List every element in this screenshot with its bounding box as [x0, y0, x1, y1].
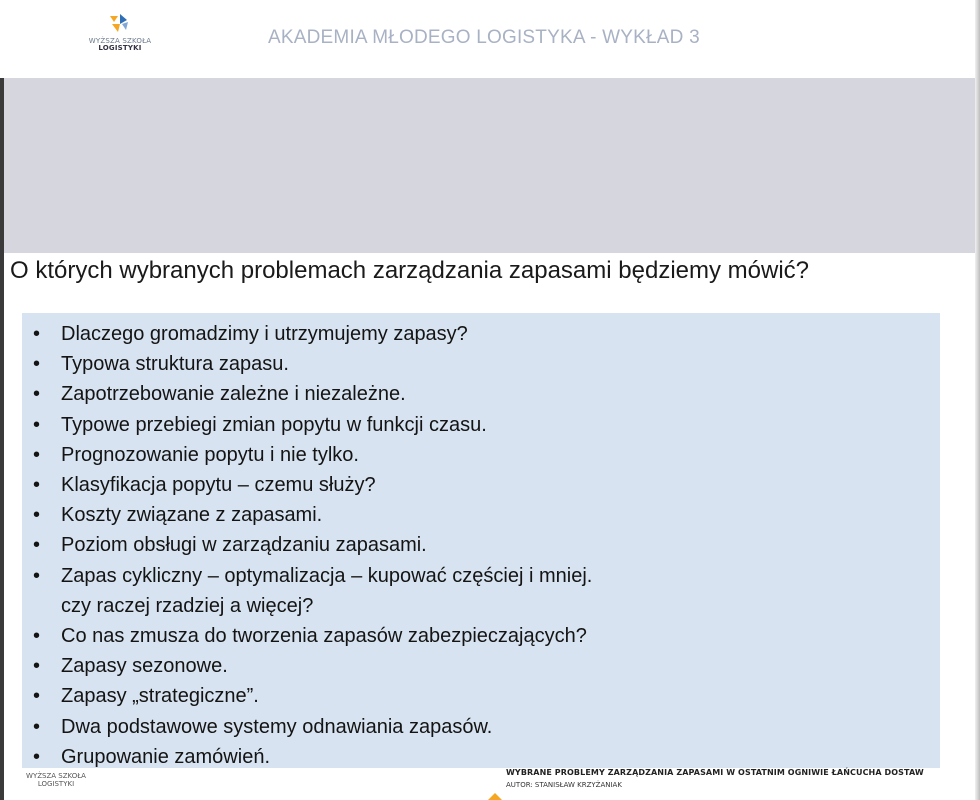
bullet-item — [30, 410, 940, 440]
bullet-dot-icon: • — [33, 353, 41, 376]
header-title: AKADEMIA MŁODEGO LOGISTYKA - WYKŁAD 3 — [268, 27, 700, 48]
bullet-dot-icon: • — [33, 655, 41, 678]
bullet-text: Grupowanie zamówień. — [61, 745, 270, 768]
footer-logo-mark-icon — [486, 790, 504, 800]
bullet-dot-icon: • — [33, 564, 41, 587]
bullet-dot-icon: • — [33, 413, 41, 436]
bullet-item — [30, 500, 940, 530]
bullet-list — [22, 313, 940, 772]
footer-author: AUTOR: STANISŁAW KRZYŻANIAK — [506, 781, 622, 789]
bullet-text: Klasyfikacja popytu – czemu służy? — [61, 474, 376, 497]
bullet-text: Zapasy sezonowe. — [61, 655, 228, 678]
bullet-text: Typowa struktura zapasu. — [61, 353, 289, 376]
bullet-text: czy raczej rzadziej a więcej? — [61, 594, 314, 617]
bullet-dot-icon: • — [33, 443, 41, 466]
bullet-item — [30, 621, 940, 651]
bullet-text: Zapas cykliczny – optymalizacja – kupować częściej i mniej. — [61, 564, 593, 587]
bullet-text: Koszty związane z zapasami. — [61, 504, 323, 527]
bullet-dot-icon: • — [33, 625, 41, 648]
slide-question: O których wybranych problemach zarządzania zapasami będziemy mówić? — [10, 257, 810, 284]
footer-logo-line-2: LOGISTYKI — [37, 780, 75, 788]
bullet-panel — [22, 313, 940, 768]
school-logo — [80, 12, 200, 64]
bullet-text: Dwa podstawowe systemy odnawiania zapasów. — [61, 715, 493, 738]
footer-title: WYBRANE PROBLEMY ZARZĄDZANIA ZAPASAMI W OSTATNIM OGNIWIE ŁAŃCUCHA DOSTAW — [506, 768, 924, 777]
slide-header — [0, 0, 980, 78]
logo-line-1: WYŻSZA SZKOŁA — [88, 37, 152, 45]
bullet-item — [30, 470, 940, 500]
bullet-item — [30, 379, 940, 409]
bullet-item — [30, 530, 940, 560]
right-border — [975, 0, 980, 800]
bullet-dot-icon: • — [33, 383, 41, 406]
bullet-item — [30, 440, 940, 470]
bullet-dot-icon: • — [33, 745, 41, 768]
bullet-item — [30, 651, 940, 681]
bullet-text: Zapasy „strategiczne”. — [61, 685, 259, 708]
bullet-dot-icon: • — [33, 685, 41, 708]
bullet-item — [30, 349, 940, 379]
logo-line-2: LOGISTYKI — [98, 44, 142, 52]
grey-banner — [0, 78, 980, 253]
bullet-text: Poziom obsługi w zarządzaniu zapasami. — [61, 534, 427, 557]
bullet-text: Typowe przebiegi zmian popytu w funkcji czasu. — [61, 413, 487, 436]
bullet-dot-icon: • — [33, 715, 41, 738]
bullet-dot-icon: • — [33, 504, 41, 527]
logo-mark-icon — [80, 12, 160, 38]
bullet-text: Dlaczego gromadzimy i utrzymujemy zapasy? — [61, 323, 468, 345]
bullet-text: Co nas zmusza do tworzenia zapasów zabezpieczających? — [61, 625, 587, 648]
left-border — [0, 78, 4, 800]
bullet-item — [30, 561, 940, 621]
bullet-item — [30, 681, 940, 711]
bullet-text: Zapotrzebowanie zależne i niezależne. — [61, 383, 406, 406]
bullet-dot-icon: • — [33, 474, 41, 497]
logo-text — [80, 38, 160, 52]
footer-logo — [16, 772, 96, 788]
bullet-item — [30, 319, 940, 349]
bullet-dot-icon: • — [33, 534, 41, 557]
bullet-text: Prognozowanie popytu i nie tylko. — [61, 443, 359, 466]
bullet-dot-icon: • — [33, 323, 41, 345]
bullet-item — [30, 712, 940, 742]
footer-logo-line-1: WYŻSZA SZKOŁA — [26, 772, 86, 780]
